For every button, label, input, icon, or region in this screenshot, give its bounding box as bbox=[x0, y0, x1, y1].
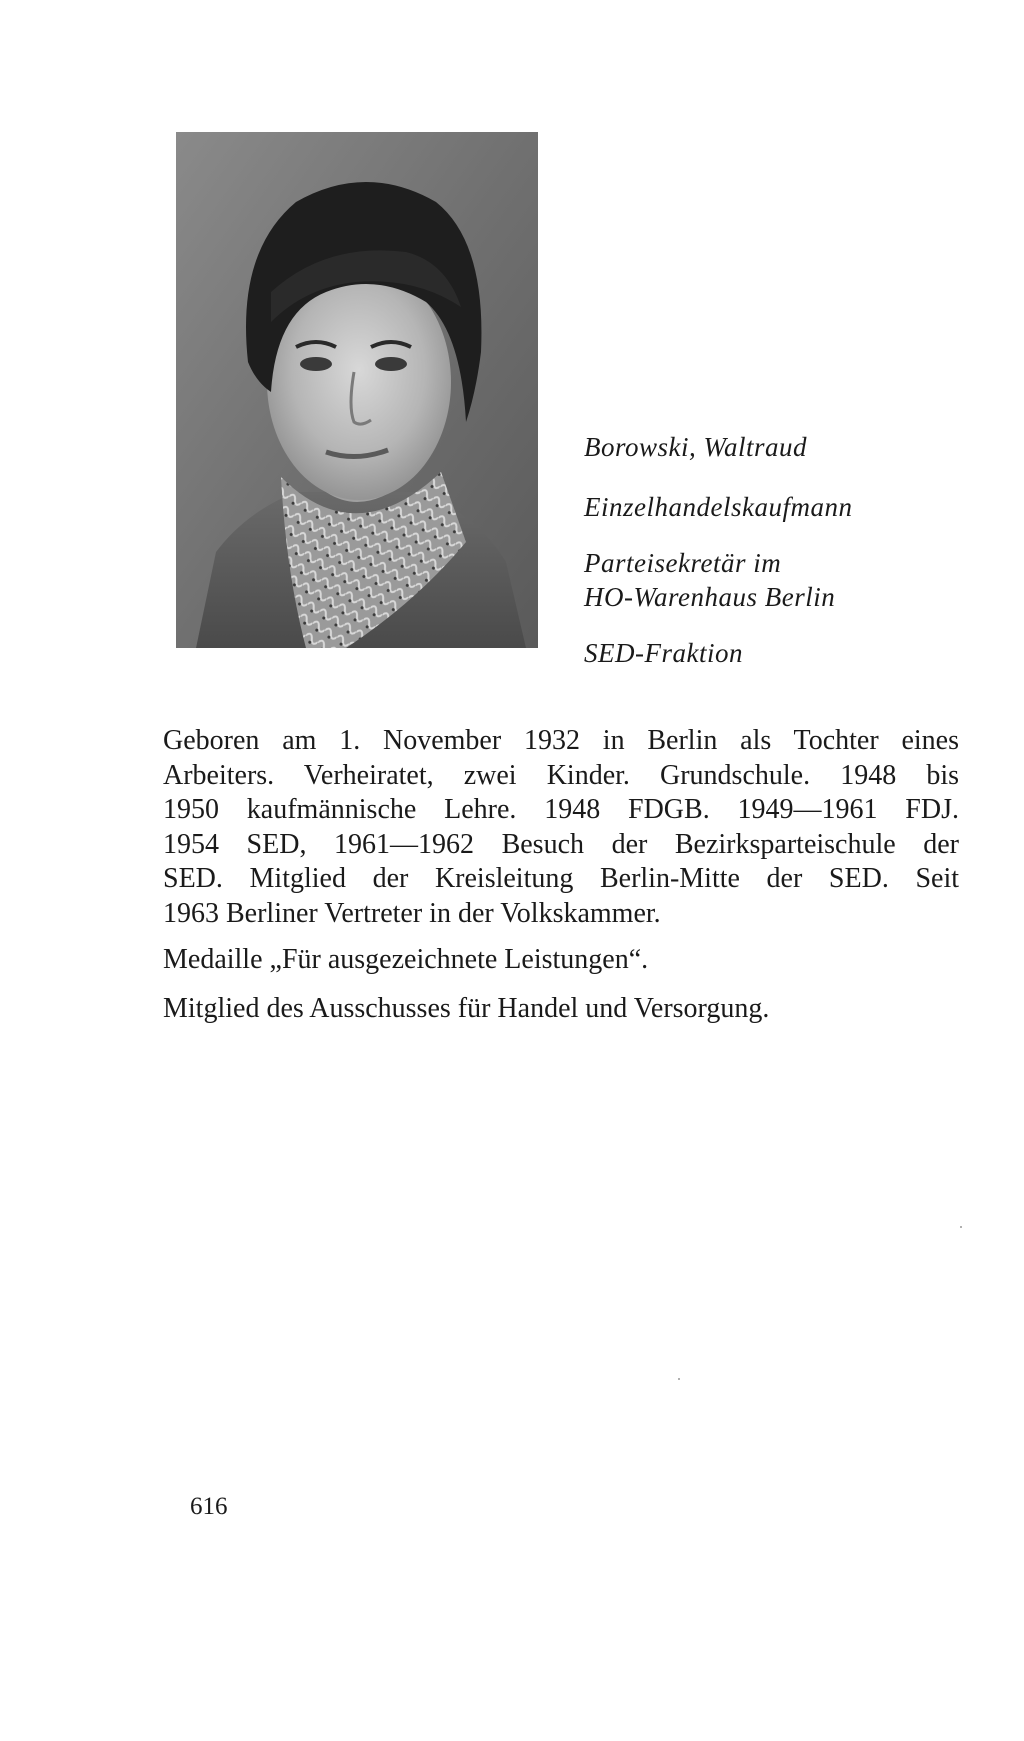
person-position-line-2: HO-Warenhaus Berlin bbox=[584, 582, 836, 612]
scan-speck bbox=[960, 1226, 962, 1228]
committee-paragraph: Mitglied des Ausschusses für Handel und Versorgung. bbox=[163, 992, 770, 1024]
biography-line: 1950 kaufmännische Lehre. 1948 FDGB. 1949—1961 FDJ. bbox=[163, 794, 959, 825]
biography-line: 1963 Berliner Vertreter in der Volkskammer. bbox=[163, 897, 661, 929]
person-faction: SED-Fraktion bbox=[584, 638, 743, 668]
page-number: 616 bbox=[190, 1493, 228, 1520]
biography-line: Geboren am 1. November 1932 in Berlin als Tochter eines bbox=[163, 725, 959, 756]
portrait-image bbox=[176, 132, 538, 648]
scan-speck bbox=[678, 1378, 680, 1380]
person-position-line-1: Parteisekretär im bbox=[584, 548, 782, 578]
biography-text bbox=[163, 724, 959, 1026]
biography-line: 1954 SED, 1961—1962 Besuch der Bezirksparteischule der bbox=[163, 828, 959, 860]
person-occupation: Einzelhandelskaufmann bbox=[584, 492, 853, 522]
biography-line: SED. Mitglied der Kreisleitung Berlin-Mitte der SED. Seit bbox=[163, 863, 959, 894]
person-name: Borowski, Waltraud bbox=[584, 432, 808, 462]
caption-block bbox=[584, 430, 1004, 670]
biography-paragraph bbox=[163, 724, 959, 931]
portrait-photo bbox=[176, 132, 538, 648]
biography-line: Arbeiters. Verheiratet, zwei Kinder. Grundschule. 1948 bis bbox=[163, 759, 959, 791]
award-paragraph: Medaille „Für ausgezeichnete Leistungen“. bbox=[163, 944, 649, 975]
